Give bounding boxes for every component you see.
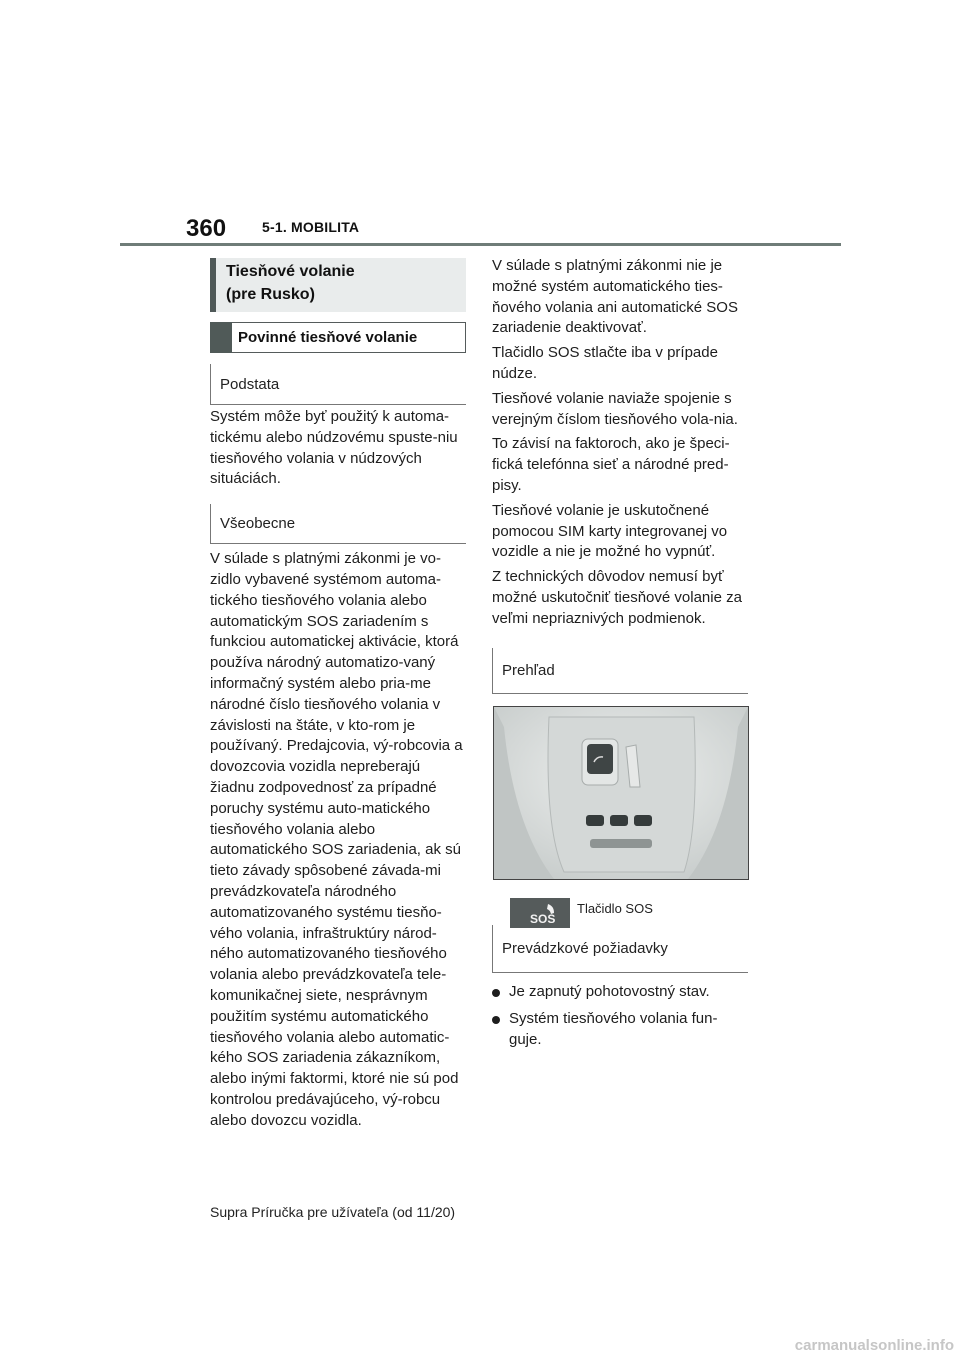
paragraph-deactivation: V súlade s platnými zákonmi nie je možné systém automatického ties-ňového volania ani automatické SOS zariadenie deaktivovať. — [492, 257, 738, 337]
section-title-line1: Tiesňové volanie — [226, 263, 355, 280]
caption-podstata-label: Podstata — [220, 375, 280, 393]
left-column — [210, 258, 466, 1132]
operating-requirements — [492, 925, 748, 1056]
header-rule — [120, 243, 841, 246]
paragraph-sos-emergency: Tlačidlo SOS stlačte iba v prípade núdze. — [492, 344, 718, 382]
sos-button-caption: Tlačidlo SOS — [577, 901, 653, 916]
sos-button-icon — [510, 898, 570, 928]
watermark: carmanualsonline.info — [794, 1337, 954, 1354]
paragraph-general: V súlade s platnými zákonmi je vo-zidlo vybavené systémom automa-tického tiesňového volania alebo automatickým SOS zariadením s funkciou automatickej aktivácie, ktorá používa národný automatizo-vaný informačný systém alebo pria-me národné číslo tiesňového volania v závislosti na štáte, v kto-rom je používaný. Predajcovia, vý-robcovia a dovozcovia vozidla nepreberajú žiadnu zodpovednosť za prípadné poruchy systému auto-matického tiesňového volania alebo automatického SOS zariadenia, ak sú tieto závady spôsobené závada-mi prevádzkovateľa národného automatizovaného systému tiesňo-vého volania, infraštruktúry národ-ného automatizovaného tiesňového volania alebo prevádzkovateľa tele-komunikačnej siete, nesprávnym použitím systému automatického tiesňového volania alebo automatic-kého SOS zariadenia zákazníkom, alebo inými faktormi, ktoré nie sú pod kontrolou predávajúceho, vý-robcu alebo dovozcu vozidla. — [210, 550, 463, 1129]
subsection-title-box — [210, 322, 466, 353]
subsection-marker — [210, 322, 232, 353]
sos-icon-label: SOS — [530, 912, 556, 926]
list-item: Je zapnutý pohotovostný stav. — [492, 982, 748, 1003]
overhead-console-illustration — [494, 707, 748, 879]
caption-poziadavky — [492, 925, 748, 973]
list-item: Systém tiesňového volania fun-guje. — [492, 1009, 748, 1051]
subsection-title: Povinné tiesňové volanie — [238, 329, 418, 346]
section-title-box — [210, 258, 466, 312]
paragraph-sim: Tiesňové volanie je uskutočnené pomocou SIM karty integrovanej vo vozidle a nie je možné ho vypnúť. — [492, 501, 728, 561]
section-title-line2: (pre Rusko) — [226, 286, 315, 303]
section-label: 5-1. MOBILITA — [262, 219, 360, 235]
requirements-list — [492, 982, 748, 1050]
caption-vseobecne-label: Všeobecne — [220, 515, 296, 533]
footer-text: Supra Príručka pre užívateľa (od 11/20) — [210, 1204, 456, 1220]
caption-vseobecne — [210, 504, 466, 544]
caption-podstata — [210, 364, 466, 405]
right-column — [492, 256, 748, 694]
caption-poziadavky-label: Prevádzkové požiadavky — [502, 940, 668, 957]
paragraph-factors: To závisí na faktoroch, ako je špeci-fická telefónna sieť a národné pred-pisy. — [492, 435, 730, 494]
overhead-console-image — [493, 706, 749, 880]
paragraph-connection: Tiesňové volanie naviaže spojenie s verejným číslom tiesňového vola-nia. — [492, 389, 738, 428]
caption-prehlad — [492, 648, 748, 694]
page-number: 360 — [186, 215, 227, 242]
paragraph-conditions: Z technických dôvodov nemusí byť možné uskutočniť tiesňové volanie za veľmi nepriaznivých podmienok. — [492, 568, 742, 627]
paragraph-intro: Systém môže byť použitý k automa-tickému alebo núdzovému spuste-niu tiesňového volania v núdzových situáciách. — [210, 408, 458, 488]
caption-prehlad-label: Prehľad — [502, 661, 555, 679]
